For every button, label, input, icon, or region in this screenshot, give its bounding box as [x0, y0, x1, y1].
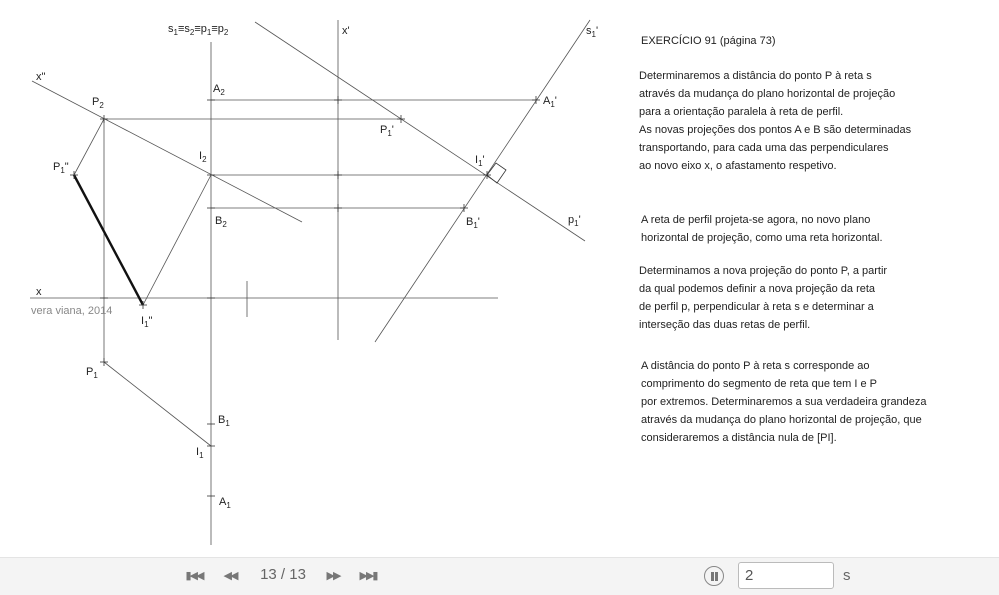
label-I1-double-prime: $I_1$"	[141, 315, 153, 329]
text-line: ao novo eixo x, o afastamento respetivo.	[639, 160, 837, 172]
label-s1-prime: $s_1'$	[586, 25, 599, 39]
label-A1-prime: $A_1'$	[543, 95, 557, 109]
right-angle-marker	[487, 163, 506, 183]
text-line: por extremos. Determinaremos a sua verdadeira grandeza	[641, 396, 927, 408]
text-line: de perfil p, perpendicular à reta s e determinar a	[639, 301, 874, 313]
line-P2-P1dp	[74, 119, 104, 175]
label-B1: $B_1$	[218, 414, 230, 428]
pause-icon[interactable]	[704, 566, 724, 586]
label-I1: $I_1$	[196, 446, 204, 460]
paragraph-1	[639, 67, 979, 175]
line-s1-prime	[375, 20, 590, 342]
text-line: para a orientação paralela à reta de perfil.	[639, 106, 844, 118]
exercise-title: EXERCÍCIO 91 (página 73)	[641, 35, 776, 47]
segment-P1-I1	[104, 362, 211, 446]
page-indicator: 13 / 13	[260, 566, 306, 583]
text-line: A distância do ponto P à reta s corresponde ao	[641, 360, 870, 372]
label-B1-prime: $B_1'$	[466, 216, 480, 230]
label-B2: $B_2$	[215, 215, 227, 229]
paragraph-2	[641, 211, 981, 247]
text-line: interseção das duas retas de perfil.	[639, 319, 811, 331]
text-line: através da mudança do plano horizontal de projeção	[639, 88, 896, 100]
text-line: Determinaremos a distância do ponto P à reta s	[639, 70, 872, 82]
label-A2: $A_2$	[213, 83, 225, 97]
text-line: horizontal de projeção, como uma reta horizontal.	[641, 232, 883, 244]
text-line: transportando, para cada uma das perpendiculares	[639, 142, 889, 154]
text-line: consideraremos a distância nula de [PI].	[641, 432, 837, 444]
label-x-axis: x	[36, 286, 42, 298]
label-P1: $P_1$	[86, 366, 98, 380]
step-forward-icon[interactable]: ▶▶	[326, 570, 340, 582]
text-line: As novas projeções dos pontos A e B são determinadas	[639, 124, 912, 136]
paragraph-4	[641, 357, 981, 447]
text-line: através da mudança do plano horizontal de projeção, que	[641, 414, 922, 426]
x-double-prime-axis	[32, 81, 302, 222]
text-line: comprimento do segmento de reta que tem I e P	[641, 378, 878, 390]
label-x-double-prime: x"	[36, 71, 46, 83]
text-line: da qual podemos definir a nova projeção da reta	[639, 283, 876, 295]
label-P2: $P_2$	[92, 96, 104, 110]
line-I1dp-I2	[143, 175, 211, 305]
label-A1: $A_1$	[219, 496, 231, 510]
label-p1-prime: $p_1'$	[568, 214, 581, 228]
author-credit: vera viana, 2014	[31, 305, 113, 317]
speed-input[interactable]	[738, 562, 834, 589]
point-markers	[70, 96, 540, 496]
text-line: Determinamos a nova projeção do ponto P, a partir	[639, 265, 888, 277]
skip-last-icon[interactable]: ▶▶▮	[359, 570, 377, 582]
label-s1-s2-p1-p2: $s_1\equiv s_2\equiv p_1\equiv p_2$	[168, 23, 229, 37]
text-line: A reta de perfil projeta-se agora, no novo plano	[641, 214, 871, 226]
true-length-segment-PI	[74, 175, 143, 305]
label-P1-double-prime: $P_1$"	[53, 161, 69, 175]
slideshow-controls	[0, 557, 999, 595]
label-x-prime: x'	[342, 25, 350, 37]
label-I1-prime: $I_1'$	[475, 154, 485, 168]
label-I2: $I_2$	[199, 150, 207, 164]
speed-unit: s	[843, 567, 851, 584]
paragraph-3	[639, 262, 979, 334]
skip-first-icon[interactable]: ▮◀◀	[185, 570, 203, 582]
step-back-icon[interactable]: ◀◀	[223, 570, 237, 582]
label-P1-prime: $P_1'$	[380, 124, 394, 138]
